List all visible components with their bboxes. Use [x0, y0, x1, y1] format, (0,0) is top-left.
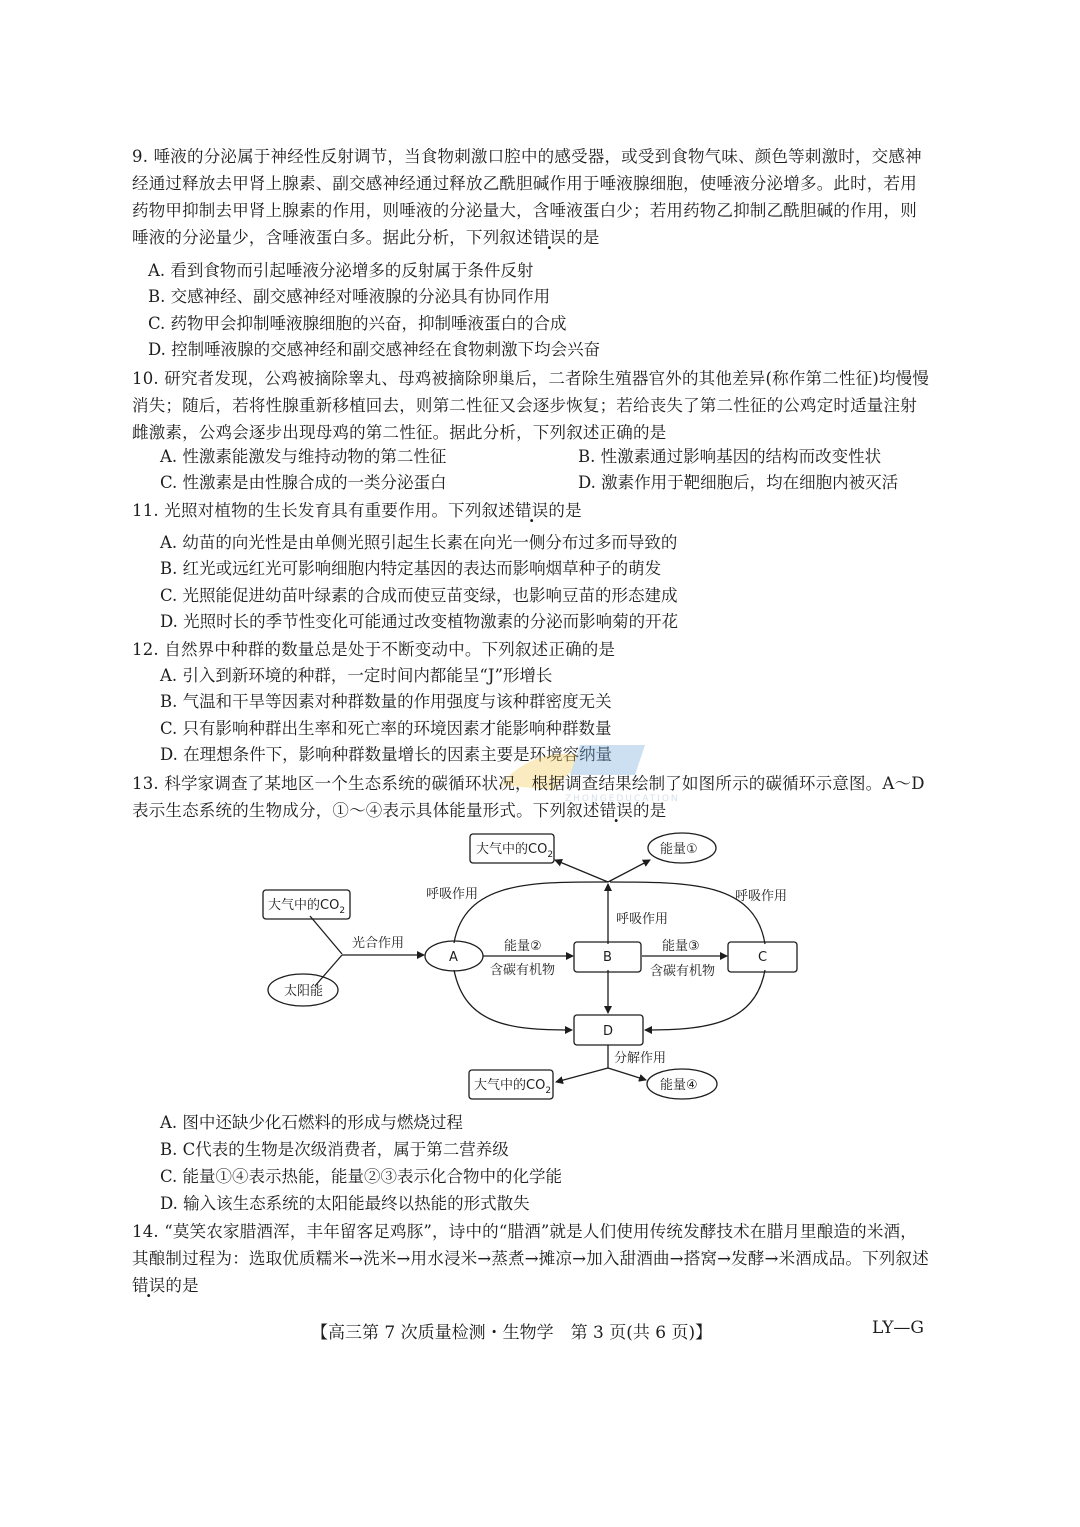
q10-option-b: B. 性激素通过影响基因的结构而改变性状	[578, 447, 882, 466]
q13-stem-end: 的是	[633, 801, 667, 820]
q13-option-d: D. 输入该生态系统的太阳能最终以热能的形式散失	[160, 1194, 530, 1213]
to-energy4-arrow	[608, 1068, 646, 1080]
q13-stem-text: 13. 科学家调查了某地区一个生态系统的碳循环状况，根据调查结果绘制了如图所示的碳循环示意图。A～D表示生态系统的生物成分，①～④表示具体能量形式。下列叙述	[132, 774, 925, 820]
to-co2-top-arrow	[555, 860, 608, 882]
co2-top-label: 大气中的$CO_2$	[476, 842, 554, 860]
q13-option-a: A. 图中还缺少化石燃料的形成与燃烧过程	[160, 1113, 463, 1132]
q13-emphasis: 错误	[599, 801, 634, 820]
question-12-stem: 12. 自然界中种群的数量总是处于不断变动中。下列叙述正确的是	[132, 640, 616, 659]
co2-bottom-label: 大气中的$CO_2$	[474, 1078, 552, 1096]
q11-stem-end: 的是	[548, 501, 582, 520]
resp-left-label: 呼吸作用	[426, 887, 479, 902]
q10-option-c: C. 性激素是由性腺合成的一类分泌蛋白	[160, 473, 447, 492]
node-b-label: B	[603, 950, 612, 965]
node-d-label: D	[603, 1024, 614, 1039]
q11-option-c: C. 光照能促进幼苗叶绿素的合成而使豆苗变绿，也影响豆苗的形态建成	[160, 586, 678, 605]
q12-option-d: D. 在理想条件下，影响种群数量增长的因素主要是环境容纳量	[160, 745, 613, 764]
energy2-label: 能量②	[504, 939, 542, 954]
node-c-label: C	[758, 950, 768, 965]
to-co2-bottom-arrow	[556, 1068, 608, 1082]
q9-stem-end: 的是	[566, 228, 600, 247]
energy1-label: 能量①	[660, 842, 698, 857]
resp-right-label: 呼吸作用	[735, 889, 788, 904]
q9-option-c: C. 药物甲会抑制唾液腺细胞的兴奋，抑制唾液蛋白的合成	[148, 314, 567, 333]
q14-stem-end: 的是	[165, 1276, 199, 1295]
c-to-d-path	[645, 970, 765, 1030]
energy3-label: 能量③	[662, 939, 700, 954]
q11-emphasis: 错误	[515, 501, 549, 520]
q12-option-a: A. 引入到新环境的种群，一定时间内都能呈“J”形增长	[160, 666, 553, 685]
q12-option-b: B. 气温和干旱等因素对种群数量的作用强度与该种群密度无关	[160, 692, 612, 711]
node-a-label: A	[449, 950, 458, 965]
q11-stem-text: 11. 光照对植物的生长发育具有重要作用。下列叙述	[132, 501, 515, 520]
a-to-d-path	[454, 970, 572, 1030]
co2-left-label: 大气中的$CO_2$	[268, 898, 346, 916]
q11-option-d: D. 光照时长的季节性变化可能通过改变植物激素的分泌而影响菊的开花	[160, 612, 679, 631]
co2-to-junction-line	[310, 916, 342, 954]
q13-option-c: C. 能量①④表示热能，能量②③表示化合物中的化学能	[160, 1167, 563, 1186]
decomposition-label: 分解作用	[614, 1051, 667, 1066]
q9-option-a: A. 看到食物而引起唾液分泌增多的反射属于条件反射	[148, 261, 534, 280]
q14-emphasis: 错误	[132, 1276, 166, 1295]
q9-emphasis: 错误	[532, 228, 567, 247]
photosynthesis-label: 光合作用	[352, 936, 405, 951]
sun-label: 太阳能	[284, 984, 324, 999]
energy4-label: 能量④	[660, 1078, 698, 1093]
q11-option-a: A. 幼苗的向光性是由单侧光照引起生长素在向光一侧分布过多而导致的	[160, 533, 678, 552]
to-energy1-arrow	[608, 860, 650, 882]
organic3-label: 含碳有机物	[650, 964, 716, 979]
watermark-text: ZHONGEDUCATION	[565, 794, 680, 804]
q12-option-c: C. 只有影响种群出生率和死亡率的环境因素才能影响种群数量	[160, 719, 612, 738]
organic2-label: 含碳有机物	[490, 963, 556, 978]
q9-stem-text: 9. 唾液的分泌属于神经性反射调节，当食物刺激口腔中的感受器，或受到食物气味、颜色等刺激时，交感神经通过释放去甲肾上腺素、副交感神经通过释放乙酰胆碱作用于唾液腺细胞，使唾液分泌增多。此时，若用药物甲抑制去甲肾上腺素的作用，则唾液的分泌量大，含唾液蛋白少；若用药物乙抑制乙酰胆碱的作用，则唾液的分泌量少，含唾液蛋白多。据此分析，下列叙述	[132, 147, 922, 247]
sun-to-junction-line	[315, 955, 342, 986]
question-14-stem	[132, 1218, 932, 1299]
q10-option-a: A. 性激素能激发与维持动物的第二性征	[160, 447, 447, 466]
question-10-stem: 10. 研究者发现，公鸡被摘除睾丸、母鸡被摘除卵巢后，二者除生殖器官外的其他差异(称作第二性征)均慢慢消失；随后，若将性腺重新移植回去，则第二性征又会逐步恢复；若给丧失了第二性征的公鸡定时适量注射雌激素，公鸡会逐步出现母鸡的第二性征。据此分析，下列叙述正确的是	[132, 369, 930, 442]
q13-option-b: B. C代表的生物是次级消费者，属于第二营养级	[160, 1140, 509, 1159]
q14-stem-text: 14. “莫笑农家腊酒浑，丰年留客足鸡豚”，诗中的“腊酒”就是人们使用传统发酵技术在腊月里酿造的米酒，其酿制过程为：选取优质糯米→洗米→用水浸米→蒸煮→摊凉→加入甜酒曲→搭窝→发酵→米酒成品。下列叙述	[132, 1222, 929, 1268]
q9-option-b: B. 交感神经、副交感神经对唾液腺的分泌具有协同作用	[148, 287, 551, 306]
paper-code: LY—G	[872, 1318, 925, 1338]
page-footer: 【高三第 7 次质量检测・生物学 第 3 页(共 6 页)】	[311, 1323, 713, 1343]
q10-option-d: D. 激素作用于靶细胞后，均在细胞内被灭活	[578, 473, 899, 492]
q9-option-d: D. 控制唾液腺的交感神经和副交感神经在食物刺激下均会兴奋	[148, 340, 601, 359]
q11-option-b: B. 红光或远红光可影响细胞内特定基因的表达而影响烟草种子的萌发	[160, 559, 662, 578]
resp-mid-label: 呼吸作用	[616, 912, 669, 927]
